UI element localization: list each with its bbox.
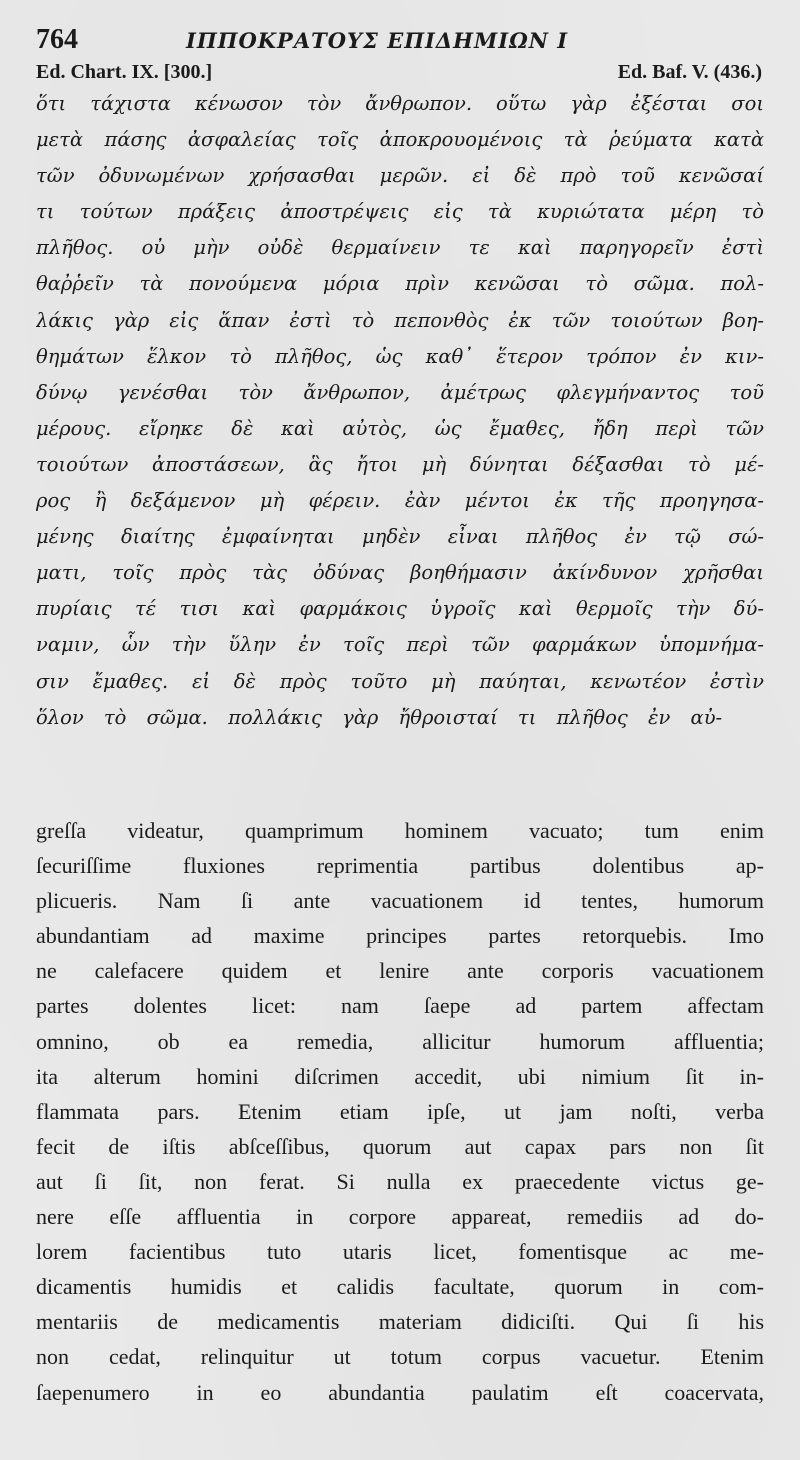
page-number: 764 [36, 24, 78, 55]
latin-line: dicamentis humidis et calidis facultate, quorum in com- [36, 1274, 764, 1300]
greek-line: ρος ἢ δεξάμενον μὴ φέρειν. ἐὰν μέντοι ἐκ τῆς προηγησα- [36, 489, 764, 513]
greek-line: τι τούτων πράξεις ἀποστρέψεις εἰς τὰ κυριώτατα μέρη τὸ [36, 200, 764, 224]
latin-line: fecit de iſtis abſceſſibus, quorum aut capax pars non ſit [36, 1133, 764, 1159]
edition-chart-reference: Ed. Chart. IX. [300.] [36, 61, 213, 83]
edition-basel-reference: Ed. Baf. V. (436.) [617, 61, 762, 83]
latin-line: non cedat, relinquitur ut totum corpus vacuetur. Etenim [36, 1344, 764, 1370]
latin-line: plicueris. Nam ſi ante vacuationem id tentes, humorum [36, 888, 764, 914]
greek-line: λάκις γὰρ εἰς ἅπαν ἐστὶ τὸ πεπονθὸς ἐκ τῶν τοιούτων βοη- [36, 308, 764, 332]
latin-line: aut ſi ſit, non ferat. Si nulla ex praecedente victus ge- [36, 1168, 764, 1194]
latin-line: omnino, ob ea remedia, allicitur humorum affluentia; [36, 1028, 764, 1054]
latin-line: mentariis de medicamentis materiam didiciſti. Qui ſi his [36, 1309, 764, 1335]
latin-line: abundantiam ad maxime principes partes retorquebis. Imo [36, 923, 764, 949]
running-title: ΙΠΠΟΚΡΑΤΟΥΣ ΕΠΙΔΗΜΙΩΝ Ι [186, 28, 569, 53]
latin-line: lorem facientibus tuto utaris licet, fomentisque ac me- [36, 1239, 764, 1265]
greek-line: θαῤῥεῖν τὰ πονούμενα μόρια πρὶν κενῶσαι τὸ σῶμα. πολ- [36, 272, 764, 296]
greek-line: τῶν ὀδυνωμένων χρήσασθαι μερῶν. εἰ δὲ πρὸ τοῦ κενῶσαί [36, 164, 764, 188]
greek-line: μένης διαίτης ἐμφαίνηται μηδὲν εἶναι πλῆθος ἐν τῷ σώ- [36, 525, 764, 549]
greek-line: πλῆθος. οὐ μὴν οὐδὲ θερμαίνειν τε καὶ παρηγορεῖν ἐστὶ [36, 236, 764, 260]
latin-line: greſſa videatur, quamprimum hominem vacuato; tum enim [36, 818, 764, 843]
latin-text-block [36, 813, 764, 1410]
greek-line: ὅτι τάχιστα κένωσον τὸν ἄνθρωπον. οὕτω γὰρ ἐξέσται σοι [36, 92, 764, 115]
greek-line: θημάτων ἕλκον τὸ πλῆθος, ὡς καθ᾽ ἕτερον τρόπον ἐν κιν- [36, 344, 764, 368]
latin-line: ne calefacere quidem et lenire ante corporis vacuationem [36, 958, 764, 984]
greek-line: τοιούτων ἀποστάσεων, ἃς ἤτοι μὴ δύνηται δέξασθαι τὸ μέ- [36, 452, 764, 476]
latin-line: nere eſſe affluentia in corpore appareat, remediis ad do- [36, 1204, 764, 1230]
latin-line: ſecuriſſime fluxiones reprimentia partibus dolentibus ap- [36, 853, 764, 879]
greek-line: ὅλον τὸ σῶμα. πολλάκις γὰρ ἤθροισταί τι πλῆθος ἐν αὐ- [36, 705, 723, 729]
edition-reference-line [36, 58, 764, 86]
greek-line: σιν ἔμαθες. εἰ δὲ πρὸς τοῦτο μὴ παύηται, κενωτέον ἐστὶν [36, 669, 764, 693]
latin-line: partes dolentes licet: nam ſaepe ad partem affectam [36, 993, 764, 1019]
greek-line: ναμιν, ὧν τὴν ὕλην ἐν τοῖς περὶ τῶν φαρμάκων ὑπομνήμα- [36, 633, 764, 657]
greek-line: πυρίαις τέ τισι καὶ φαρμάκοις ὑγροῖς καὶ θερμοῖς τὴν δύ- [36, 597, 764, 621]
greek-line: ματι, τοῖς πρὸς τὰς ὀδύνας βοηθήμασιν ἀκίνδυνον χρῆσθαι [36, 561, 764, 585]
greek-line: δύνῳ γενέσθαι τὸν ἄνθρωπον, ἀμέτρως φλεγμήναντος τοῦ [36, 380, 764, 404]
latin-line: flammata pars. Etenim etiam ipſe, ut jam noſti, verba [36, 1098, 764, 1124]
latin-line: ita alterum homini diſcrimen accedit, ubi nimium ſit in- [36, 1063, 764, 1089]
greek-line: μετὰ πάσης ἀσφαλείας τοῖς ἀποκρουομένοις τὰ ῥεύματα κατὰ [36, 128, 764, 152]
greek-text-block [36, 86, 764, 736]
latin-line: ſaepenumero in eo abundantia paulatim eſt coacervata, [36, 1379, 764, 1405]
greek-line: μέρους. εἴρηκε δὲ καὶ αὐτὸς, ὡς ἔμαθες, ἤδη περὶ τῶν [36, 416, 764, 440]
